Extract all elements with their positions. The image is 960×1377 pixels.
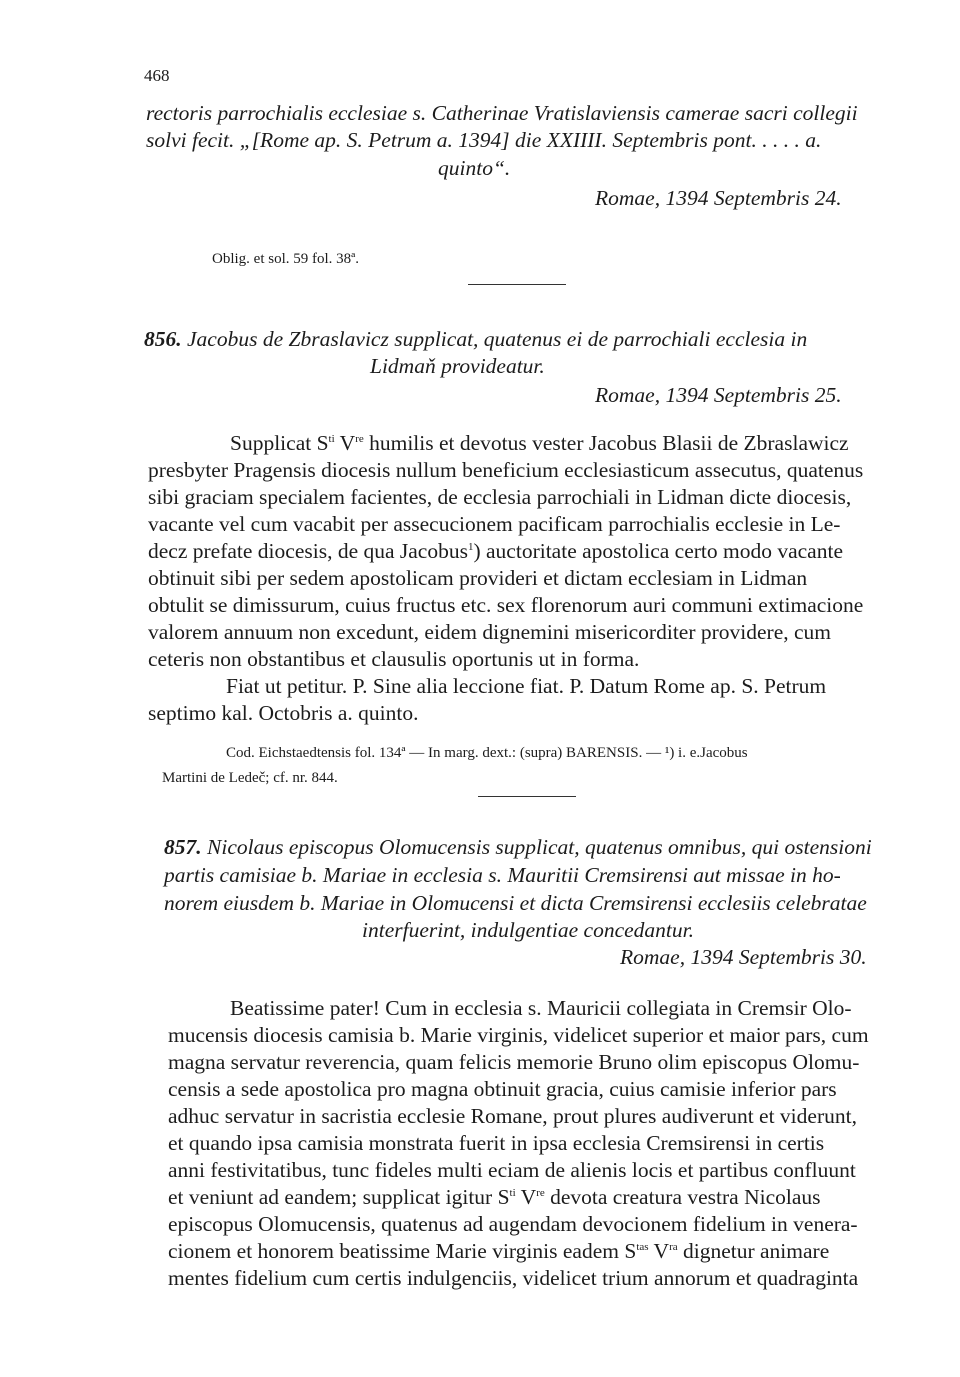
- entry856-body-line2: presbyter Pragensis diocesis nullum beneficium ecclesiasticum assecutus, quatenus: [148, 458, 864, 482]
- text-run: V: [334, 431, 356, 455]
- entry856-body-line9: ceteris non obstantibus et clausulis oportunis ut in forma.: [148, 647, 640, 671]
- entry857-heading-line4: interfuerint, indulgentiae concedantur.: [362, 918, 695, 942]
- section-divider: [468, 284, 566, 285]
- entry856-body-line6: obtinuit sibi per sedem apostolicam provideri et dictam ecclesiam in Lidman: [148, 566, 808, 590]
- superscript: ti: [509, 1186, 516, 1199]
- entry857-heading-text1: Nicolaus episcopus Olomucensis supplicat, quatenus omnibus, qui ostensioni: [207, 835, 872, 859]
- footnote-marker: 1: [467, 540, 474, 553]
- entry857-body-line10: [168, 1238, 829, 1264]
- entry856-number: 856.: [144, 327, 182, 351]
- entry855-date: Romae, 1394 Septembris 24.: [595, 186, 842, 210]
- entry857-body-line2: mucensis diocesis camisia b. Marie virginis, videlicet superior et maior pars, cum: [168, 1023, 869, 1047]
- entry857-body-line1: Beatissime pater! Cum in ecclesia s. Mauricii collegiata in Cremsir Olo-: [230, 996, 852, 1020]
- superscript: re: [355, 432, 364, 445]
- entry856-date: Romae, 1394 Septembris 25.: [595, 383, 842, 407]
- entry856-footnote-line1: Cod. Eichstaedtensis fol. 134ª — In marg. dext.: (supra) BARENSIS. — ¹) i. e.Jacobus: [226, 745, 748, 761]
- text-run: ) auctoritate apostolica certo modo vacante: [473, 539, 843, 563]
- entry857-body-line7: anni festivitatibus, tunc fideles multi eciam de alienis locis et partibus confluunt: [168, 1158, 856, 1182]
- superscript: re: [536, 1186, 545, 1199]
- entry857-body-line8: [168, 1184, 821, 1210]
- entry856-body-line5: [148, 538, 843, 564]
- entry856-body-line8: valorem annuum non excedunt, eidem dignemini misericorditer providere, cum: [148, 620, 832, 644]
- text-run: Supplicat S: [230, 431, 329, 455]
- entry855-source: Oblig. et sol. 59 fol. 38ª.: [212, 251, 360, 267]
- text-run: V: [648, 1239, 670, 1263]
- entry856-body-line1: [230, 430, 849, 456]
- entry856-body-line3: sibi graciam specialem facientes, de ecclesia parrochiali in Lidman dicte diocesis,: [148, 485, 852, 509]
- entry856-heading-line2: Lidmaň provideatur.: [370, 354, 545, 378]
- entry856-body-line4: vacante vel cum vacabit per assecucionem pacificam parrochialis ecclesie in Le-: [148, 512, 841, 536]
- text-run: devota creatura vestra Nicolaus: [544, 1185, 821, 1209]
- entry856-body-line10: Fiat ut petitur. P. Sine alia leccione fiat. P. Datum Rome ap. S. Petrum: [226, 674, 827, 698]
- entry857-body-line6: et quando ipsa camisia monstrata fuerit in ipsa ecclesia Cremsirensi in certis: [168, 1131, 825, 1155]
- entry856-body-line11: septimo kal. Octobris a. quinto.: [148, 701, 419, 725]
- superscript: ti: [328, 432, 335, 445]
- text-run: dignetur animare: [677, 1239, 830, 1263]
- entry856-footnote-line2: Martini de Ledeč; cf. nr. 844.: [162, 770, 338, 786]
- entry857-heading-line3: norem eiusdem b. Mariae in Olomucensi et dicta Cremsirensi ecclesiis celebratae: [164, 891, 867, 915]
- entry857-date: Romae, 1394 Septembris 30.: [620, 945, 867, 969]
- superscript: tas: [636, 1240, 649, 1253]
- page-number: 468: [144, 66, 170, 85]
- entry856-heading-text1: Jacobus de Zbraslavicz supplicat, quatenus ei de parrochiali ecclesia in: [187, 327, 808, 351]
- entry857-body-line9: episcopus Olomucensis, quatenus ad augendam devocionem fidelium in venera-: [168, 1212, 858, 1236]
- entry856-heading-line1: [144, 326, 807, 352]
- entry857-body-line3: magna servatur reverencia, quam felicis memorie Bruno olim episcopus Olomu-: [168, 1050, 860, 1074]
- text-run: et veniunt ad eandem; supplicat igitur S: [168, 1185, 510, 1209]
- entry857-body-line11: mentes fidelium cum certis indulgenciis, videlicet trium annorum et quadraginta: [168, 1266, 859, 1290]
- entry855-line2: solvi fecit. „[Rome ap. S. Petrum a. 1394] die XXIIII. Septembris pont. . . . . a.: [146, 128, 822, 152]
- entry857-body-line4: censis a sede apostolica pro magna obtinuit gracia, cuius camisie inferior pars: [168, 1077, 837, 1101]
- entry857-body-line5: adhuc servatur in sacristia ecclesie Romane, prout plures audiverunt et viderunt,: [168, 1104, 857, 1128]
- text-run: V: [515, 1185, 537, 1209]
- entry857-heading-line1: [164, 834, 872, 860]
- text-run: cionem et honorem beatissime Marie virginis eadem S: [168, 1239, 637, 1263]
- text-run: humilis et devotus vester Jacobus Blasii de Zbraslawicz: [363, 431, 849, 455]
- entry855-line1: rectoris parrochialis ecclesiae s. Catherinae Vratislaviensis camerae sacri collegii: [146, 101, 858, 125]
- entry857-heading-line2: partis camisiae b. Mariae in ecclesia s. Mauritii Cremsirensi aut missae in ho-: [164, 863, 841, 887]
- section-divider: [478, 796, 576, 797]
- superscript: ra: [669, 1240, 678, 1253]
- entry855-line3: quinto“.: [438, 156, 511, 180]
- entry857-number: 857.: [164, 835, 202, 859]
- entry856-body-line7: obtulit se dimissurum, cuius fructus etc. sex florenorum auri communi extimacione: [148, 593, 864, 617]
- text-run: decz prefate diocesis, de qua Jacobus: [148, 539, 468, 563]
